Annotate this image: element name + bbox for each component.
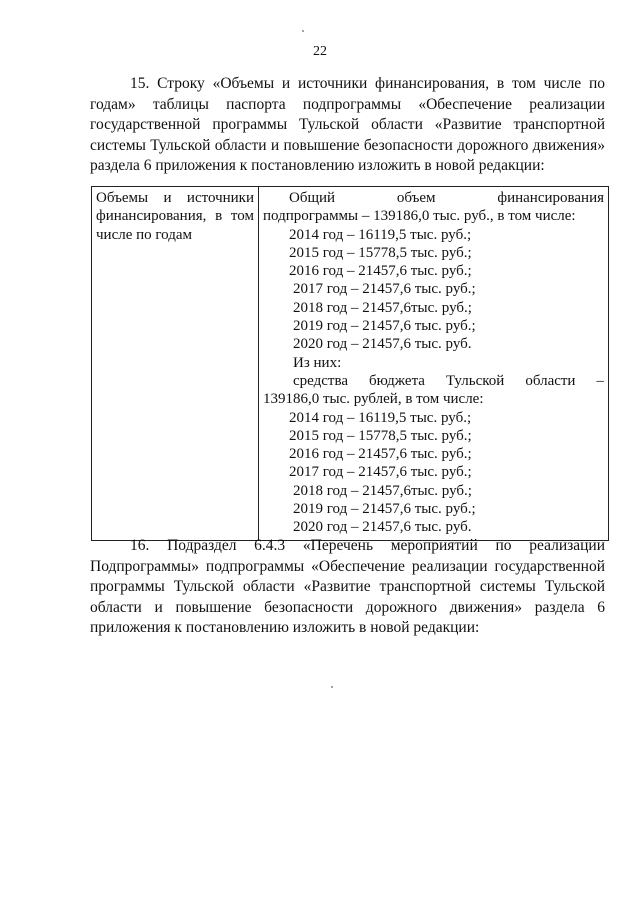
total-year-line: 2017 год – 21457,6 тыс. руб.; <box>293 281 476 298</box>
label-line: числе по годам <box>96 226 193 243</box>
budget-year-line: 2017 год – 21457,6 тыс. руб.; <box>289 464 472 481</box>
paragraph-line: годам» таблицы паспорта подпрограммы «Обеспечение реализации <box>90 95 605 113</box>
total-year-line: 2014 год – 16119,5 тыс. руб.; <box>289 226 472 243</box>
paragraph-item-15 <box>90 74 605 177</box>
budget-line: средства бюджета Тульской области – <box>293 372 604 389</box>
of-them-line: Из них: <box>293 354 342 371</box>
paragraph-line: области и повышение безопасности дорожного движения» раздела 6 <box>90 598 605 616</box>
financing-table <box>91 186 609 541</box>
budget-year-line: 2018 год – 21457,6тыс. руб.; <box>293 482 472 499</box>
table-label-cell <box>92 187 259 541</box>
budget-year-line: 2014 год – 16119,5 тыс. руб.; <box>289 409 472 426</box>
paragraph-line: 16. Подраздел 6.4.3 «Перечень мероприятий по реализации <box>130 537 605 554</box>
paragraph-line: Подпрограммы» подпрограммы «Обеспечение реализации государственной <box>90 557 605 575</box>
paragraph-line: 15. Строку «Объемы и источники финансирования, в том числе по <box>130 75 605 92</box>
total-line: Общий объем финансирования <box>289 190 604 206</box>
label-line: финансирования, в том <box>96 208 254 225</box>
budget-year-line: 2020 год – 21457,6 тыс. руб. <box>293 519 472 536</box>
total-line: подпрограммы – 139186,0 тыс. руб., в том числе: <box>263 208 576 225</box>
total-year-line: 2019 год – 21457,6 тыс. руб.; <box>293 318 476 335</box>
page-number: 22 <box>313 44 327 59</box>
total-year-line: 2015 год – 15778,5 тыс. руб.; <box>289 244 472 261</box>
paragraph-line: государственной программы Тульской области «Развитие транспортной <box>90 116 605 133</box>
table-row <box>92 187 609 541</box>
budget-year-line: 2019 год – 21457,6 тыс. руб.; <box>293 501 476 518</box>
paragraph-line: раздела 6 приложения к постановлению изложить в новой редакции: <box>90 157 545 174</box>
paragraph-line: программы Тульской области «Развитие транспортной системы Тульской <box>90 578 605 595</box>
table-value-cell <box>259 187 609 541</box>
total-year-line: 2016 год – 21457,6 тыс. руб.; <box>289 263 472 280</box>
paragraph-item-16 <box>90 536 605 639</box>
total-year-line: 2020 год – 21457,6 тыс. руб. <box>293 336 472 353</box>
scan-speck <box>302 30 304 32</box>
label-line: Объемы и источники <box>96 190 254 206</box>
paragraph-line: приложения к постановлению изложить в новой редакции: <box>90 619 480 636</box>
scan-speck <box>331 686 333 688</box>
budget-line: 139186,0 тыс. рублей, в том числе: <box>263 391 484 408</box>
budget-year-line: 2015 год – 15778,5 тыс. руб.; <box>289 427 472 444</box>
total-year-line: 2018 год – 21457,6тыс. руб.; <box>293 299 472 316</box>
budget-year-line: 2016 год – 21457,6 тыс. руб.; <box>289 446 472 463</box>
paragraph-line: системы Тульской области и повышение безопасности дорожного движения» <box>90 136 605 154</box>
